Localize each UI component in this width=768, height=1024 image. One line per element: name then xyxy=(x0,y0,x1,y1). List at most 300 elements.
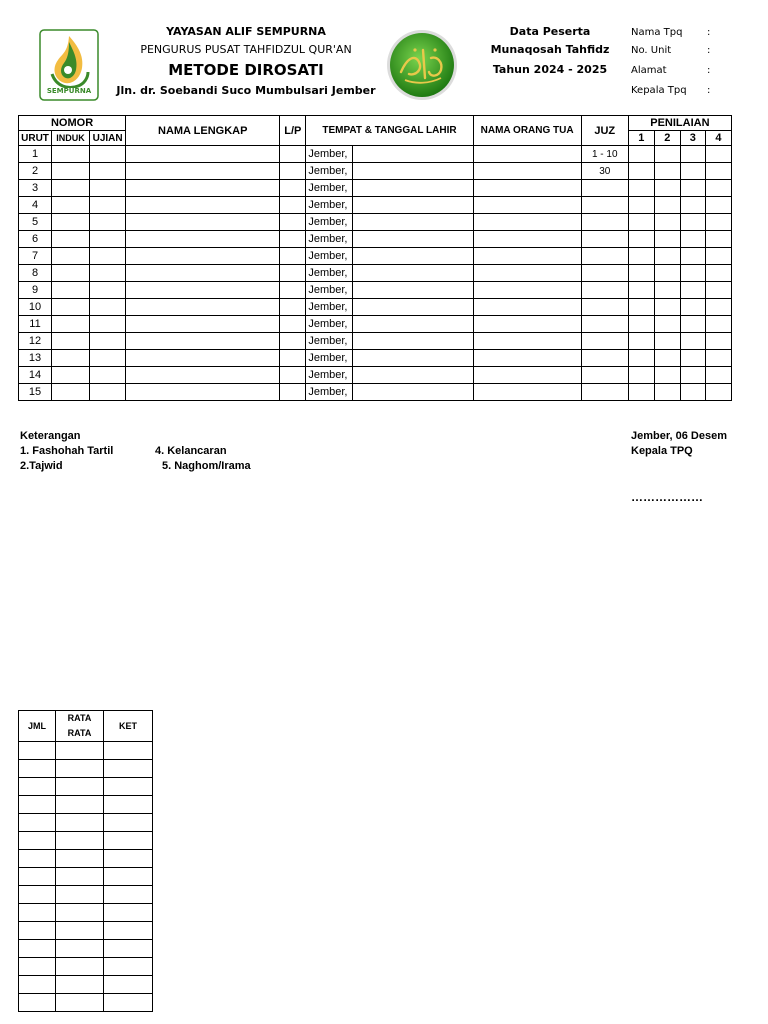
org-name: YAYASAN ALIF SEMPURNA xyxy=(166,25,326,38)
cell-tempat: Jember, xyxy=(306,299,353,316)
cell-penilaian-2 xyxy=(654,214,680,231)
cell-jml xyxy=(19,958,56,976)
cell-urut: 7 xyxy=(19,248,52,265)
cell-juz xyxy=(581,265,628,282)
signature-line: ……………… xyxy=(631,490,703,504)
signature-date: Jember, 06 Desem xyxy=(631,430,728,442)
cell-penilaian-3 xyxy=(680,333,705,350)
score-row xyxy=(19,832,153,850)
cell-urut: 14 xyxy=(19,367,52,384)
header-penilaian-3: 3 xyxy=(680,131,705,146)
cell-juz xyxy=(581,316,628,333)
cell-penilaian-4 xyxy=(705,316,731,333)
cell-urut: 11 xyxy=(19,316,52,333)
cell-rata-rata xyxy=(56,976,104,994)
header-rata-line1: RATA xyxy=(67,713,92,723)
cell-penilaian-1 xyxy=(628,299,654,316)
cell-penilaian-4 xyxy=(705,265,731,282)
cell-ujian xyxy=(90,299,126,316)
cell-nama-lengkap xyxy=(126,214,280,231)
cell-juz xyxy=(581,299,628,316)
cell-penilaian-4 xyxy=(705,214,731,231)
cell-nama-lengkap xyxy=(126,282,280,299)
cell-penilaian-1 xyxy=(628,265,654,282)
cell-ujian xyxy=(90,197,126,214)
cell-nama-lengkap xyxy=(126,197,280,214)
cell-ujian xyxy=(90,231,126,248)
cell-nama-orang-tua xyxy=(473,180,581,197)
cell-tanggal-lahir xyxy=(353,214,473,231)
cell-jml xyxy=(19,814,56,832)
cell-nama-lengkap xyxy=(126,146,280,163)
cell-penilaian-3 xyxy=(680,197,705,214)
cell-penilaian-2 xyxy=(654,265,680,282)
cell-nama-lengkap xyxy=(126,248,280,265)
table-row xyxy=(19,214,732,231)
cell-rata-rata xyxy=(56,922,104,940)
cell-ket xyxy=(104,904,153,922)
cell-rata-rata xyxy=(56,778,104,796)
cell-penilaian-2 xyxy=(654,299,680,316)
cell-induk xyxy=(52,367,90,384)
cell-ujian xyxy=(90,163,126,180)
cell-penilaian-3 xyxy=(680,180,705,197)
cell-induk xyxy=(52,214,90,231)
cell-tanggal-lahir xyxy=(353,146,473,163)
cell-penilaian-2 xyxy=(654,367,680,384)
cell-juz xyxy=(581,384,628,401)
cell-penilaian-1 xyxy=(628,333,654,350)
cell-jml xyxy=(19,976,56,994)
cell-penilaian-1 xyxy=(628,197,654,214)
info-sep: : xyxy=(707,65,711,76)
cell-ujian xyxy=(90,265,126,282)
cell-nama-lengkap xyxy=(126,367,280,384)
cell-tanggal-lahir xyxy=(353,180,473,197)
cell-penilaian-3 xyxy=(680,282,705,299)
cell-penilaian-4 xyxy=(705,231,731,248)
note-naghom-irama: 5. Naghom/Irama xyxy=(162,460,251,472)
cell-tempat: Jember, xyxy=(306,180,353,197)
table-row xyxy=(19,163,732,180)
cell-jml xyxy=(19,922,56,940)
cell-induk xyxy=(52,350,90,367)
cell-rata-rata xyxy=(56,886,104,904)
table-row xyxy=(19,384,732,401)
note-tajwid: 2.Tajwid xyxy=(20,460,63,472)
cell-tanggal-lahir xyxy=(353,231,473,248)
cell-juz xyxy=(581,350,628,367)
calligraphy-emblem xyxy=(385,28,459,102)
cell-penilaian-2 xyxy=(654,231,680,248)
cell-rata-rata xyxy=(56,832,104,850)
table-row xyxy=(19,350,732,367)
cell-jml xyxy=(19,742,56,760)
cell-penilaian-1 xyxy=(628,282,654,299)
cell-ket xyxy=(104,886,153,904)
cell-lp xyxy=(280,282,306,299)
cell-ujian xyxy=(90,180,126,197)
cell-jml xyxy=(19,868,56,886)
cell-ket xyxy=(104,742,153,760)
cell-tanggal-lahir xyxy=(353,333,473,350)
cell-penilaian-2 xyxy=(654,146,680,163)
info-sep: : xyxy=(707,85,711,96)
table-row xyxy=(19,231,732,248)
cell-nama-lengkap xyxy=(126,163,280,180)
cell-penilaian-4 xyxy=(705,248,731,265)
cell-lp xyxy=(280,146,306,163)
cell-penilaian-4 xyxy=(705,367,731,384)
notes-title: Keterangan xyxy=(20,430,81,442)
cell-nama-orang-tua xyxy=(473,384,581,401)
cell-penilaian-1 xyxy=(628,350,654,367)
table-row xyxy=(19,333,732,350)
cell-penilaian-2 xyxy=(654,197,680,214)
cell-nama-lengkap xyxy=(126,350,280,367)
cell-tanggal-lahir xyxy=(353,367,473,384)
cell-lp xyxy=(280,231,306,248)
score-row xyxy=(19,904,153,922)
score-row xyxy=(19,886,153,904)
header-lp: L/P xyxy=(280,116,306,146)
cell-lp xyxy=(280,299,306,316)
cell-juz xyxy=(581,231,628,248)
cell-nama-lengkap xyxy=(126,180,280,197)
table-row xyxy=(19,248,732,265)
cell-rata-rata xyxy=(56,868,104,886)
header-urut: URUT xyxy=(19,131,52,146)
cell-tempat: Jember, xyxy=(306,214,353,231)
cell-ket xyxy=(104,976,153,994)
cell-penilaian-4 xyxy=(705,384,731,401)
cell-penilaian-3 xyxy=(680,231,705,248)
cell-penilaian-4 xyxy=(705,282,731,299)
table-row xyxy=(19,299,732,316)
cell-penilaian-1 xyxy=(628,214,654,231)
info-label-kepala-tpq: Kepala Tpq xyxy=(631,85,687,96)
note-fashohah-tartil: 1. Fashohah Tartil xyxy=(20,445,114,457)
cell-penilaian-4 xyxy=(705,197,731,214)
cell-jml xyxy=(19,904,56,922)
cell-penilaian-3 xyxy=(680,163,705,180)
cell-urut: 12 xyxy=(19,333,52,350)
cell-urut: 2 xyxy=(19,163,52,180)
cell-ket xyxy=(104,796,153,814)
score-summary-table xyxy=(18,710,153,1012)
cell-nama-lengkap xyxy=(126,384,280,401)
cell-penilaian-2 xyxy=(654,316,680,333)
header-penilaian-2: 2 xyxy=(654,131,680,146)
cell-induk xyxy=(52,299,90,316)
cell-nama-orang-tua xyxy=(473,197,581,214)
cell-juz xyxy=(581,333,628,350)
cell-nama-orang-tua xyxy=(473,367,581,384)
cell-nama-orang-tua xyxy=(473,163,581,180)
cell-lp xyxy=(280,316,306,333)
cell-tanggal-lahir xyxy=(353,163,473,180)
cell-penilaian-2 xyxy=(654,180,680,197)
header-tempat-tanggal-lahir: TEMPAT & TANGGAL LAHIR xyxy=(306,116,473,146)
cell-tanggal-lahir xyxy=(353,265,473,282)
table-row xyxy=(19,282,732,299)
cell-nama-orang-tua xyxy=(473,333,581,350)
header-ujian: UJIAN xyxy=(90,131,126,146)
address-line: Jln. dr. Soebandi Suco Mumbulsari Jember xyxy=(116,84,376,97)
cell-nama-orang-tua xyxy=(473,248,581,265)
cell-tanggal-lahir xyxy=(353,197,473,214)
cell-ujian xyxy=(90,316,126,333)
cell-rata-rata xyxy=(56,796,104,814)
note-kelancaran: 4. Kelancaran xyxy=(155,445,227,457)
cell-rata-rata xyxy=(56,940,104,958)
cell-ket xyxy=(104,778,153,796)
score-row xyxy=(19,742,153,760)
cell-tempat: Jember, xyxy=(306,197,353,214)
cell-ket xyxy=(104,868,153,886)
info-label-alamat: Alamat xyxy=(631,65,667,76)
cell-rata-rata xyxy=(56,994,104,1012)
cell-induk xyxy=(52,265,90,282)
cell-ujian xyxy=(90,367,126,384)
header-rata-line2: RATA xyxy=(67,728,92,738)
header-penilaian: PENILAIAN xyxy=(628,116,731,131)
score-row xyxy=(19,994,153,1012)
cell-induk xyxy=(52,163,90,180)
org-subtitle: PENGURUS PUSAT TAHFIDZUL QUR'AN xyxy=(140,43,352,56)
cell-urut: 1 xyxy=(19,146,52,163)
cell-penilaian-2 xyxy=(654,163,680,180)
cell-urut: 15 xyxy=(19,384,52,401)
cell-nama-lengkap xyxy=(126,231,280,248)
cell-ujian xyxy=(90,282,126,299)
cell-juz: 30 xyxy=(581,163,628,180)
score-row xyxy=(19,850,153,868)
cell-tempat: Jember, xyxy=(306,282,353,299)
cell-tempat: Jember, xyxy=(306,163,353,180)
cell-penilaian-1 xyxy=(628,248,654,265)
cell-juz xyxy=(581,214,628,231)
info-sep: : xyxy=(707,45,711,56)
cell-ujian xyxy=(90,333,126,350)
doc-title-line1: Data Peserta xyxy=(509,25,591,38)
header-rata-rata xyxy=(56,711,104,742)
cell-urut: 5 xyxy=(19,214,52,231)
cell-juz: 1 - 10 xyxy=(581,146,628,163)
cell-ket xyxy=(104,922,153,940)
cell-ket xyxy=(104,940,153,958)
cell-lp xyxy=(280,197,306,214)
cell-tempat: Jember, xyxy=(306,367,353,384)
cell-penilaian-4 xyxy=(705,333,731,350)
cell-penilaian-4 xyxy=(705,180,731,197)
method-title: METODE DIROSATI xyxy=(168,61,324,79)
table-row xyxy=(19,316,732,333)
cell-induk xyxy=(52,146,90,163)
cell-induk xyxy=(52,384,90,401)
cell-penilaian-3 xyxy=(680,265,705,282)
cell-penilaian-3 xyxy=(680,214,705,231)
cell-lp xyxy=(280,367,306,384)
cell-penilaian-3 xyxy=(680,146,705,163)
cell-ket xyxy=(104,832,153,850)
cell-ujian xyxy=(90,214,126,231)
score-row xyxy=(19,922,153,940)
cell-ujian xyxy=(90,248,126,265)
cell-tempat: Jember, xyxy=(306,248,353,265)
cell-penilaian-2 xyxy=(654,248,680,265)
cell-rata-rata xyxy=(56,904,104,922)
score-row xyxy=(19,940,153,958)
cell-juz xyxy=(581,197,628,214)
cell-tanggal-lahir xyxy=(353,299,473,316)
cell-penilaian-4 xyxy=(705,299,731,316)
cell-nama-lengkap xyxy=(126,299,280,316)
cell-tanggal-lahir xyxy=(353,282,473,299)
cell-urut: 10 xyxy=(19,299,52,316)
cell-penilaian-4 xyxy=(705,163,731,180)
cell-penilaian-3 xyxy=(680,350,705,367)
participant-table xyxy=(18,115,732,401)
cell-ket xyxy=(104,958,153,976)
cell-jml xyxy=(19,940,56,958)
cell-tempat: Jember, xyxy=(306,316,353,333)
cell-lp xyxy=(280,333,306,350)
cell-induk xyxy=(52,316,90,333)
score-row xyxy=(19,958,153,976)
cell-lp xyxy=(280,350,306,367)
cell-nama-lengkap xyxy=(126,265,280,282)
cell-urut: 9 xyxy=(19,282,52,299)
header-induk: INDUK xyxy=(52,131,90,146)
header-jml: JML xyxy=(19,711,56,742)
header-penilaian-4: 4 xyxy=(705,131,731,146)
cell-ujian xyxy=(90,146,126,163)
header-nama-lengkap: NAMA LENGKAP xyxy=(126,116,280,146)
cell-jml xyxy=(19,850,56,868)
cell-penilaian-2 xyxy=(654,333,680,350)
table-row xyxy=(19,265,732,282)
cell-lp xyxy=(280,180,306,197)
cell-lp xyxy=(280,248,306,265)
cell-nama-lengkap xyxy=(126,316,280,333)
header-juz: JUZ xyxy=(581,116,628,146)
cell-induk xyxy=(52,180,90,197)
cell-lp xyxy=(280,265,306,282)
cell-ujian xyxy=(90,384,126,401)
cell-nama-orang-tua xyxy=(473,299,581,316)
cell-rata-rata xyxy=(56,814,104,832)
cell-ujian xyxy=(90,350,126,367)
cell-penilaian-3 xyxy=(680,384,705,401)
cell-tempat: Jember, xyxy=(306,265,353,282)
cell-nama-orang-tua xyxy=(473,231,581,248)
cell-induk xyxy=(52,333,90,350)
info-label-nama-tpq: Nama Tpq xyxy=(631,27,683,38)
cell-ket xyxy=(104,760,153,778)
header-nomor: NOMOR xyxy=(19,116,126,131)
cell-penilaian-1 xyxy=(628,384,654,401)
cell-juz xyxy=(581,248,628,265)
cell-nama-orang-tua xyxy=(473,265,581,282)
cell-rata-rata xyxy=(56,850,104,868)
score-row xyxy=(19,796,153,814)
score-row xyxy=(19,760,153,778)
cell-penilaian-1 xyxy=(628,367,654,384)
cell-tempat: Jember, xyxy=(306,333,353,350)
cell-jml xyxy=(19,796,56,814)
cell-penilaian-1 xyxy=(628,163,654,180)
cell-juz xyxy=(581,180,628,197)
score-row xyxy=(19,976,153,994)
cell-urut: 6 xyxy=(19,231,52,248)
cell-lp xyxy=(280,214,306,231)
cell-nama-orang-tua xyxy=(473,146,581,163)
cell-jml xyxy=(19,778,56,796)
cell-penilaian-3 xyxy=(680,367,705,384)
cell-juz xyxy=(581,367,628,384)
cell-urut: 4 xyxy=(19,197,52,214)
cell-penilaian-4 xyxy=(705,146,731,163)
cell-tempat: Jember, xyxy=(306,350,353,367)
table-row xyxy=(19,146,732,163)
cell-penilaian-2 xyxy=(654,282,680,299)
cell-urut: 8 xyxy=(19,265,52,282)
cell-nama-lengkap xyxy=(126,333,280,350)
info-sep: : xyxy=(707,27,711,38)
cell-penilaian-1 xyxy=(628,180,654,197)
cell-tanggal-lahir xyxy=(353,248,473,265)
cell-ket xyxy=(104,850,153,868)
cell-nama-orang-tua xyxy=(473,282,581,299)
foundation-logo xyxy=(38,28,100,102)
score-row xyxy=(19,814,153,832)
cell-jml xyxy=(19,994,56,1012)
cell-ket xyxy=(104,814,153,832)
cell-jml xyxy=(19,832,56,850)
cell-jml xyxy=(19,886,56,904)
cell-induk xyxy=(52,197,90,214)
header-penilaian-1: 1 xyxy=(628,131,654,146)
cell-penilaian-1 xyxy=(628,316,654,333)
cell-nama-orang-tua xyxy=(473,350,581,367)
cell-jml xyxy=(19,760,56,778)
doc-title-line2: Munaqosah Tahfidz xyxy=(490,43,610,56)
cell-tempat: Jember, xyxy=(306,384,353,401)
cell-lp xyxy=(280,384,306,401)
cell-lp xyxy=(280,163,306,180)
header-nama-orang-tua: NAMA ORANG TUA xyxy=(473,116,581,146)
table-row xyxy=(19,367,732,384)
cell-induk xyxy=(52,282,90,299)
cell-penilaian-2 xyxy=(654,384,680,401)
cell-tanggal-lahir xyxy=(353,384,473,401)
cell-rata-rata xyxy=(56,760,104,778)
cell-nama-orang-tua xyxy=(473,214,581,231)
table-row xyxy=(19,180,732,197)
info-label-no-unit: No. Unit xyxy=(631,45,672,56)
cell-penilaian-1 xyxy=(628,231,654,248)
cell-penilaian-3 xyxy=(680,316,705,333)
cell-tanggal-lahir xyxy=(353,350,473,367)
cell-penilaian-3 xyxy=(680,248,705,265)
score-row xyxy=(19,868,153,886)
signature-role: Kepala TPQ xyxy=(631,445,693,457)
cell-ket xyxy=(104,994,153,1012)
cell-tempat: Jember, xyxy=(306,231,353,248)
cell-rata-rata xyxy=(56,742,104,760)
cell-urut: 3 xyxy=(19,180,52,197)
